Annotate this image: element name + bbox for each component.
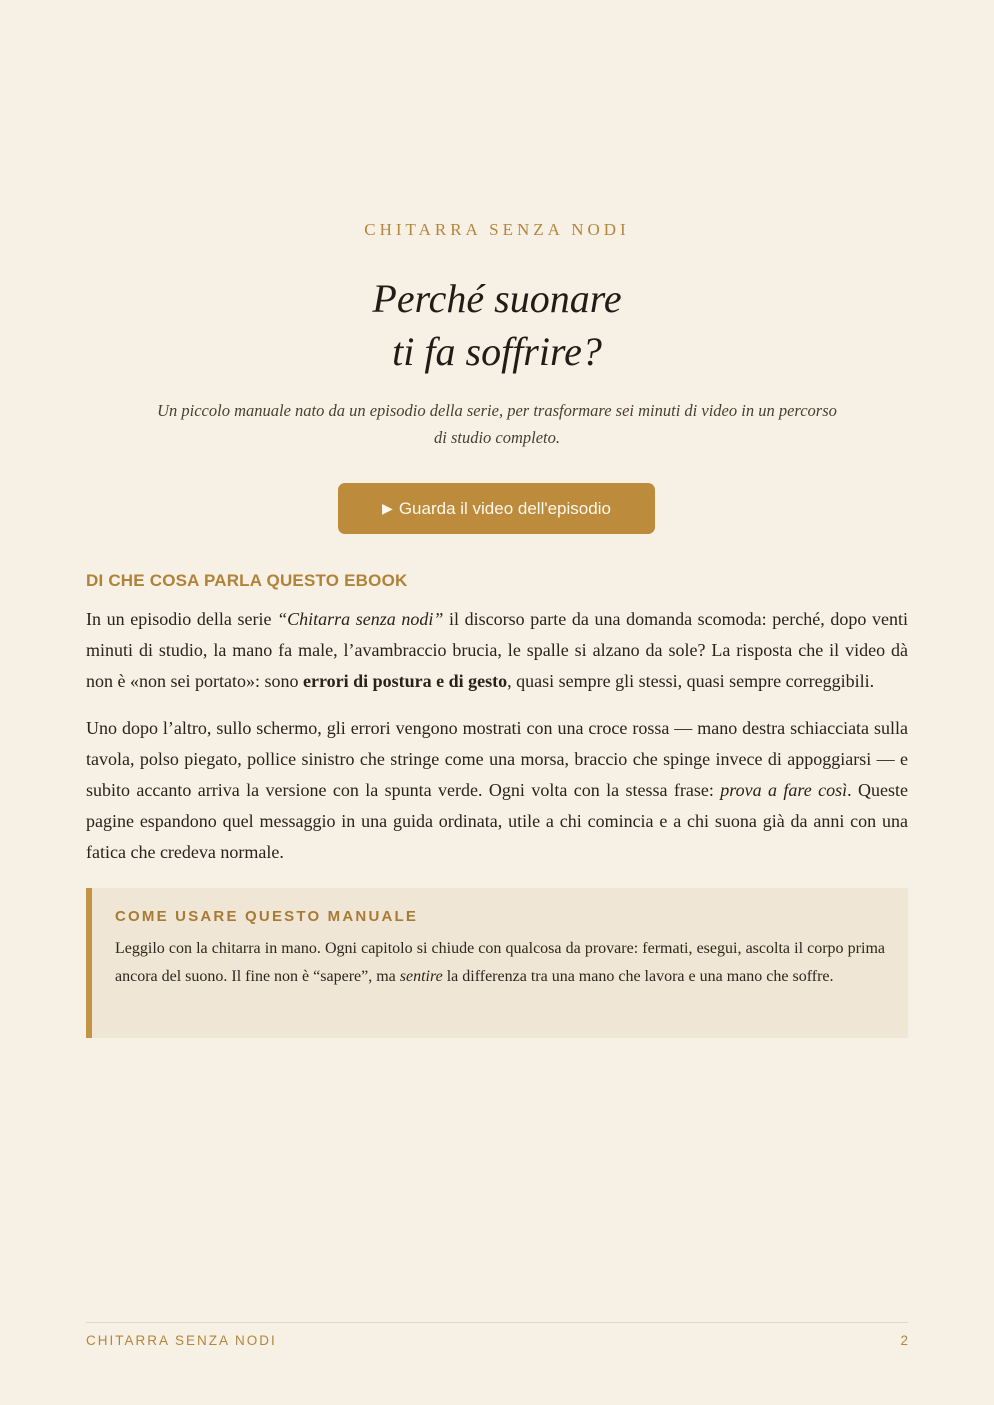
p1-text-a: In un episodio della serie — [86, 609, 278, 629]
callout-text-a: Leggilo con la chitarra in mano. Ogni capitolo si chiude con qualcosa da provare: fermati, esegui, ascolta il corpo prima ancora del suono. Il fine non è “sapere”, ma — [115, 940, 885, 985]
p2-emphasis: prova a fare così — [720, 780, 848, 800]
p2-text-b: . Queste pagine espandono quel messaggio in una guida ordinata, utile a chi comincia e a chi suona già da anni con una fatica che credeva normale. — [86, 780, 908, 862]
page-title — [0, 272, 994, 378]
footer-page-number: 2 — [900, 1333, 908, 1348]
footer-series-name: CHITARRA SENZA NODI — [86, 1333, 277, 1348]
watch-video-button[interactable] — [338, 483, 655, 534]
p1-text-c: , quasi sempre gli stessi, quasi sempre correggibili. — [507, 671, 875, 691]
watch-video-label: Guarda il video dell'episodio — [398, 498, 611, 518]
play-icon: ▶ — [382, 500, 393, 516]
callout-emphasis: sentire — [399, 968, 443, 985]
callout-title: COME USARE QUESTO MANUALE — [115, 908, 419, 925]
title-line-1: Perché suonare — [372, 276, 622, 321]
usage-callout — [86, 888, 908, 1038]
section-heading: DI CHE COSA PARLA QUESTO EBOOK — [86, 571, 408, 590]
intro-paragraph-2 — [86, 713, 908, 868]
series-eyebrow: CHITARRA SENZA NODI — [364, 220, 630, 239]
page-subtitle: Un piccolo manuale nato da un episodio della serie, per trasformare sei minuti di video in un percorso di studio completo. — [157, 401, 837, 447]
intro-paragraph-1 — [86, 604, 908, 697]
title-line-2: ti fa soffrire? — [392, 329, 602, 374]
p1-emphasis: errori di postura e di gesto — [302, 671, 508, 691]
callout-body — [115, 935, 885, 991]
p2-text-a: Uno dopo l’altro, sullo schermo, gli errori vengono mostrati con una croce rossa — mano destra schiacciata sulla tavola, polso piegato, pollice sinistro che stringe come una morsa, braccio che spinge invece di appoggiarsi — e subito accanto arriva la versione con la spunta verde. Ogni volta con la stessa frase: — [86, 718, 908, 800]
p1-series-name: “Chitarra senza nodi” — [277, 609, 444, 629]
callout-text-b: la differenza tra una mano che lavora e una mano che soffre. — [442, 968, 834, 985]
p1-text-b: il discorso parte da una domanda scomoda: perché, dopo venti minuti di studio, la mano fa male, l’avambraccio brucia, le spalle si alzano da sole? La risposta che il video dà non è «non sei portato»: sono — [86, 609, 908, 691]
footer-divider — [86, 1322, 908, 1323]
